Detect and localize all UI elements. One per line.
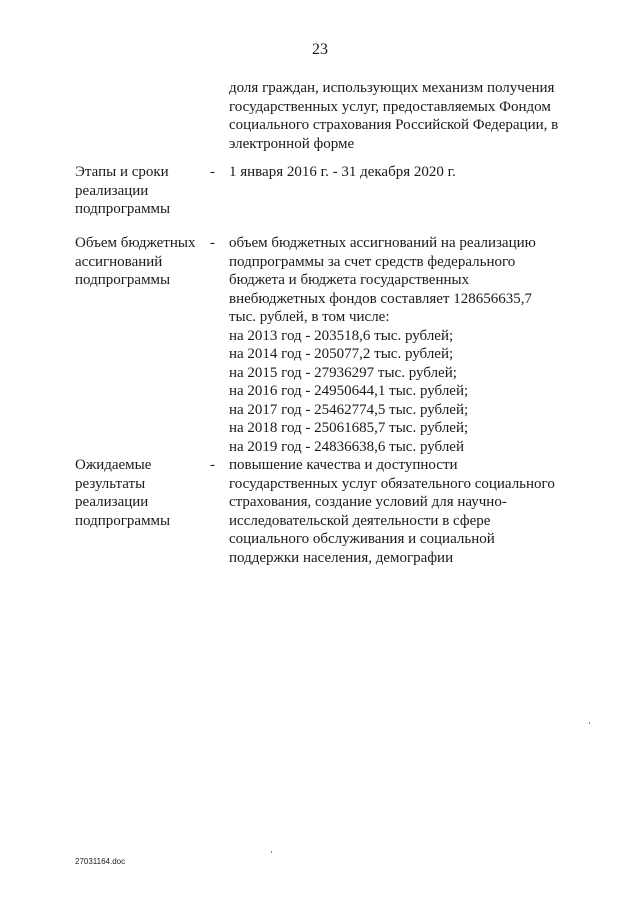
text-line: электронной форме xyxy=(229,135,355,152)
value-line: 1 января 2016 г. - 31 декабря 2020 г. xyxy=(229,164,456,180)
label-line: Объем бюджетных xyxy=(75,235,196,251)
value-line: на 2015 год - 27936297 тыс. рублей; xyxy=(229,364,457,381)
value-line: на 2018 год - 25061685,7 тыс. рублей; xyxy=(229,420,469,436)
value-line: на 2016 год - 24950644,1 тыс. рублей; xyxy=(229,383,469,399)
value-line: подпрограммы за счет средств федерального xyxy=(229,253,516,270)
label-line: реализации xyxy=(75,494,149,510)
label-line: ассигнований xyxy=(75,253,163,270)
row-value xyxy=(229,163,456,182)
value-line: внебюджетных фондов составляет 128656635,7 xyxy=(229,290,532,307)
value-line: страхования, создание условий для научно- xyxy=(229,494,507,510)
row-dash: - xyxy=(210,164,215,180)
scan-speck xyxy=(589,722,590,724)
row-value xyxy=(229,234,536,456)
value-line: государственных услуг обязательного социального xyxy=(229,475,555,492)
label-line: Ожидаемые xyxy=(75,457,152,473)
row-dash: - xyxy=(210,235,215,251)
label-line: результаты xyxy=(75,475,146,492)
row-label xyxy=(75,163,205,219)
value-line: на 2019 год - 24836638,6 тыс. рублей xyxy=(229,438,464,455)
text-line: доля граждан, использующих механизм получения xyxy=(229,80,555,96)
label-line: реализации xyxy=(75,182,149,199)
scan-speck xyxy=(271,851,272,853)
value-line: на 2013 год - 203518,6 тыс. рублей; xyxy=(229,327,454,344)
value-line: тыс. рублей, в том числе: xyxy=(229,309,390,325)
row-label xyxy=(75,456,205,530)
value-line: социального обслуживания и социальной xyxy=(229,531,495,547)
value-line: повышение качества и доступности xyxy=(229,457,458,473)
page-number: 23 xyxy=(312,41,328,58)
row-dash: - xyxy=(210,457,215,473)
row-label xyxy=(75,234,205,290)
value-line: объем бюджетных ассигнований на реализацию xyxy=(229,235,536,251)
value-line: бюджета и бюджета государственных xyxy=(229,272,470,288)
value-line: поддержки населения, демографии xyxy=(229,549,454,566)
text-line: социального страхования Российской Федерации, в xyxy=(229,117,559,133)
continuation-text xyxy=(229,79,558,153)
label-line: подпрограммы xyxy=(75,272,171,288)
text-line: государственных услуг, предоставляемых Фондом xyxy=(229,98,551,115)
label-line: подпрограммы xyxy=(75,512,171,529)
row-value xyxy=(229,456,555,567)
label-line: Этапы и сроки xyxy=(75,164,169,180)
value-line: исследовательской деятельности в сфере xyxy=(229,512,491,529)
value-line: на 2017 год - 25462774,5 тыс. рублей; xyxy=(229,401,469,418)
label-line: подпрограммы xyxy=(75,201,171,217)
value-line: на 2014 год - 205077,2 тыс. рублей; xyxy=(229,346,454,362)
footer-file-name: 27031164.doc xyxy=(75,857,126,866)
